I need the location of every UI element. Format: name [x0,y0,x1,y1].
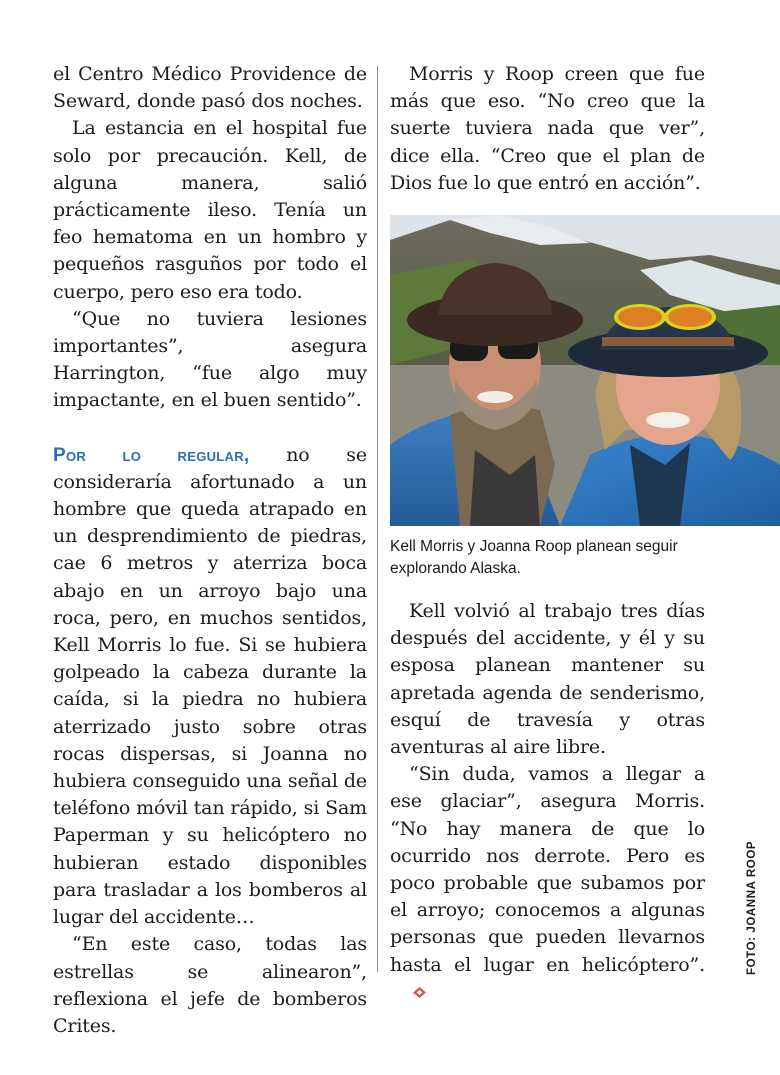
paragraph: “En este caso, todas las estrellas se alinearon”, reflexiona el jefe de bomberos Crites. [53,933,367,1037]
paragraph-text: no se consideraría afortunado a un hombre que queda atrapado en un desprendimiento de piedras, cae 6 metros y aterriza boca abajo en un arroyo bajo una roca, pero, en muchos sentidos, Kell Morris lo fue. Si se hubiera golpeado la cabeza durante la caída, si la piedra no hubiera aterrizado justo sobre otras rocas dispersas, si Joanna no hubiera conseguido una señal de teléfono móvil tan rápido, si Sam Paperman y su helicóptero no hubieran estado disponibles para trasladar a los bomberos al lugar del accidente… [53,443,367,929]
paragraph: La estancia en el hospital fue solo por precaución. Kell, de alguna manera, salió prácticamente ileso. Tenía un feo hematoma en un hombro y pequeños rasguños por todo el cuerpo, pero eso era todo. [53,117,367,303]
paragraph [53,442,367,932]
run-in-heading: Por lo regular, [53,444,250,466]
paragraph: “Que no tuviera lesiones importantes”, asegura Harrington, “fue algo muy impactante, en el buen sentido”. [53,307,367,412]
section-gap [53,415,367,442]
paragraph: Kell volvió al trabajo tres días después del accidente, y él y su esposa planean mantener su apretada agenda de senderismo, esquí de travesía y otras aventuras al aire libre. [390,600,705,759]
selfie-photo [390,215,780,526]
left-column [53,61,367,1040]
photo-credit: FOTO: JOANNA ROOP [746,840,758,975]
right-column [390,61,705,1006]
end-of-article-icon [394,979,426,1006]
paragraph: Morris y Roop creen que fue más que eso. “No creo que la suerte tuviera nada que ver”, dice ella. “Creo que el plan de Dios fue lo que entró en acción”. [390,63,705,194]
paragraph: el Centro Médico Providence de Seward, donde pasó dos noches. [53,63,367,113]
paragraph [390,761,705,1006]
column-divider [377,66,378,972]
paragraph-text: “Sin duda, vamos a llegar a ese glaciar”, asegura Morris. “No hay manera de que lo ocurrido nos derrote. Pero es poco probable que subamos por el arroyo; conocemos a algunas personas que pueden llevarnos hasta el lugar en helicóptero”. [390,763,705,976]
photo-caption: Kell Morris y Joanna Roop planean seguir explorando Alaska. [390,538,678,578]
